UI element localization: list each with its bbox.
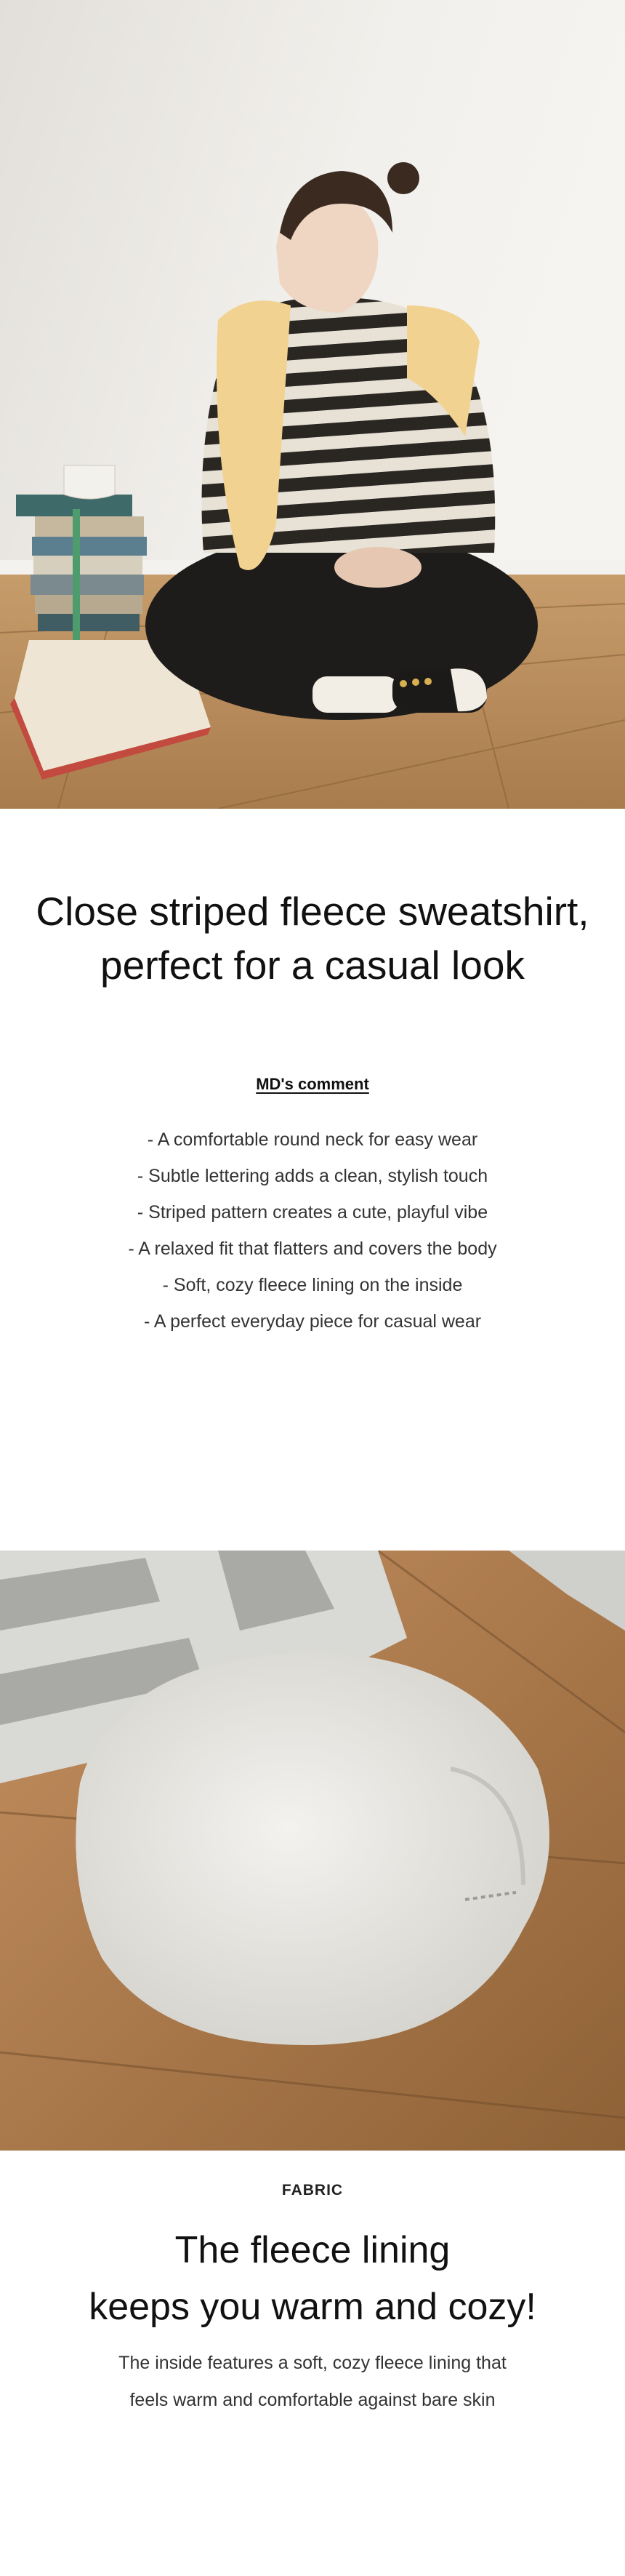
md-comment-item: - Striped pattern creates a cute, playful vibe xyxy=(137,1202,488,1223)
fabric-headline-line-2: keeps you warm and cozy! xyxy=(89,2286,536,2328)
fabric-headline xyxy=(0,2222,625,2335)
headline-line-2: perfect for a casual look xyxy=(100,943,525,988)
hero-product-photo xyxy=(0,0,625,809)
md-comment-item: - A comfortable round neck for easy wear xyxy=(147,1129,478,1150)
fabric-description-line-1: The inside features a soft, cozy fleece lining that xyxy=(118,2353,507,2373)
md-comment-item: - Soft, cozy fleece lining on the inside xyxy=(162,1275,463,1295)
md-comment-item: - Subtle lettering adds a clean, stylish touch xyxy=(137,1166,488,1186)
md-comment-item: - A perfect everyday piece for casual wear xyxy=(143,1311,482,1332)
fabric-section-label: FABRIC xyxy=(281,2182,344,2199)
fabric-description xyxy=(0,2345,625,2419)
md-comment-title: MD's comment xyxy=(256,1075,369,1093)
headline-line-1: Close striped fleece sweatshirt, xyxy=(36,889,589,934)
md-comment-list xyxy=(0,1121,625,1340)
md-comment-item: - A relaxed fit that flatters and covers the body xyxy=(128,1239,497,1259)
fabric-description-line-2: feels warm and comfortable against bare skin xyxy=(129,2390,496,2410)
fabric-closeup-photo xyxy=(0,1551,625,2151)
fabric-headline-line-1: The fleece lining xyxy=(174,2229,451,2271)
product-headline xyxy=(0,884,625,992)
